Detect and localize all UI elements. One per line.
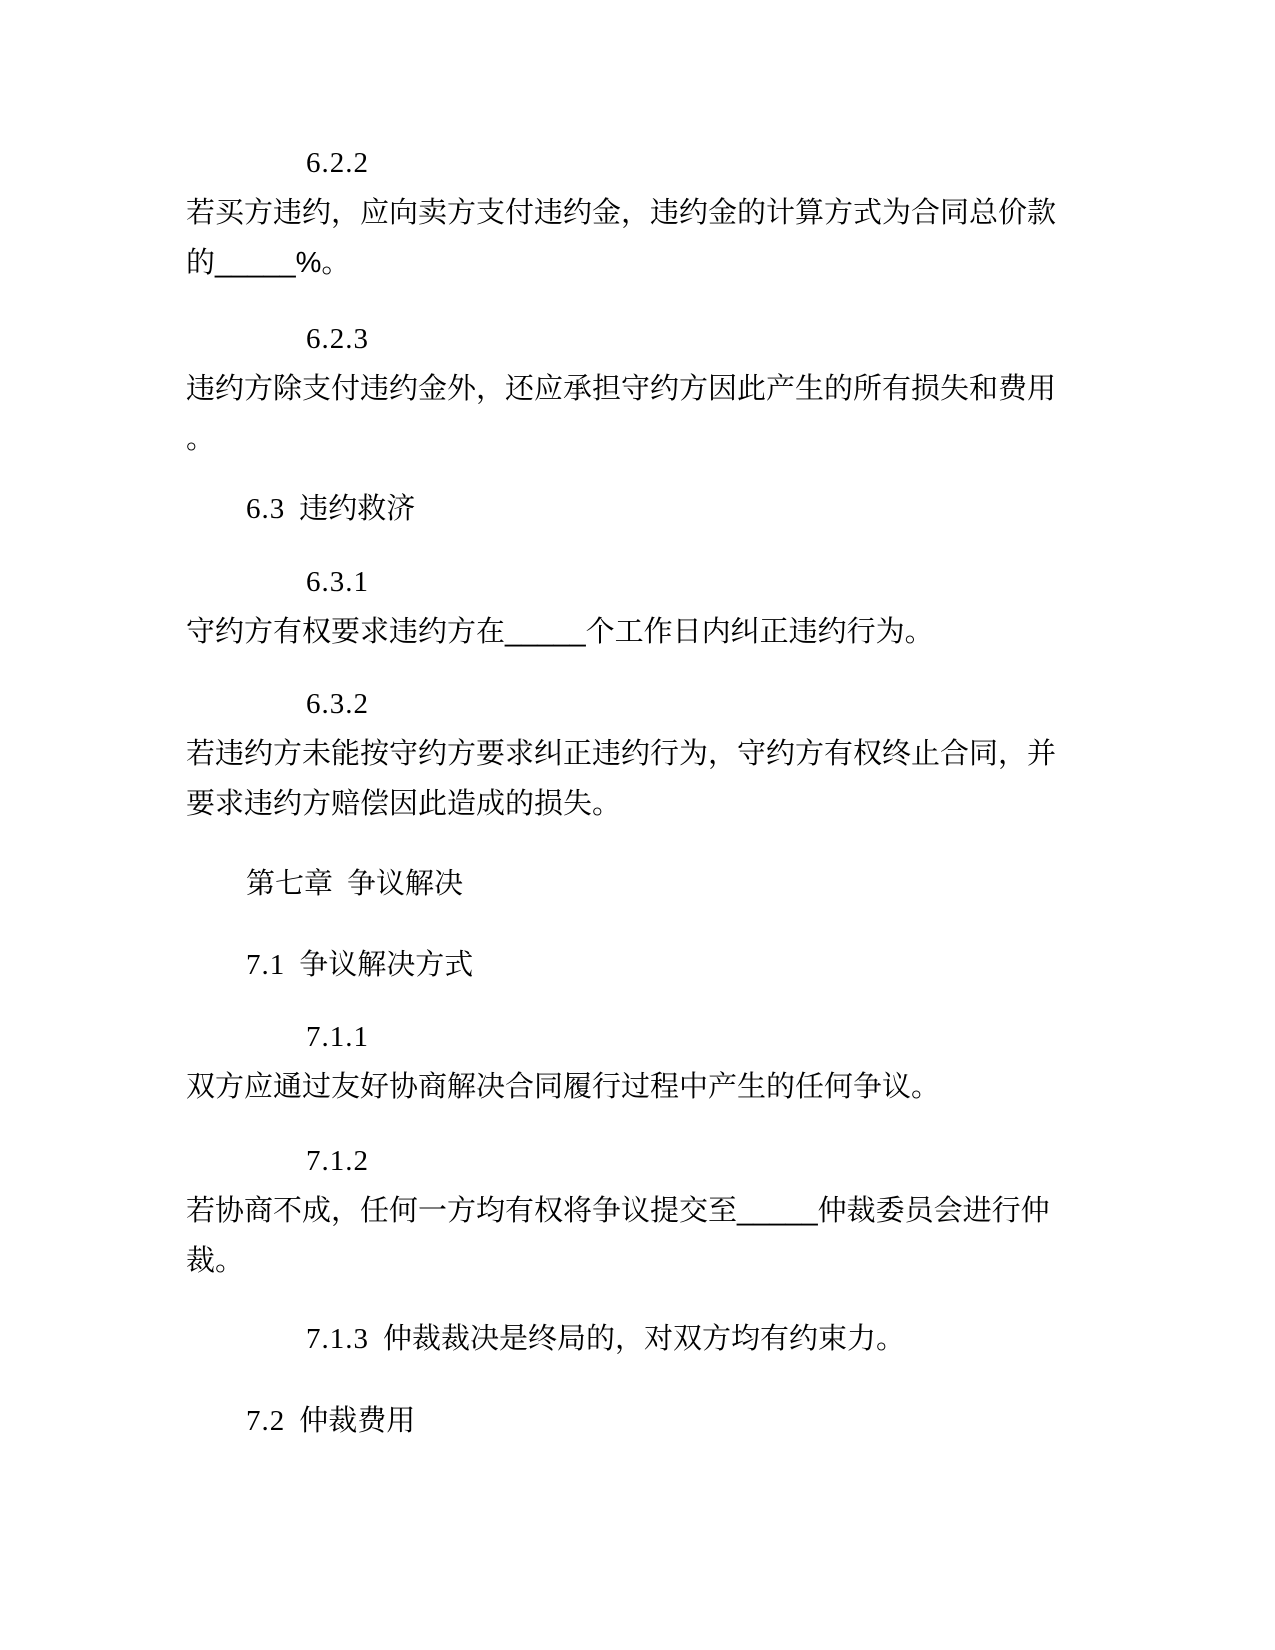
clause-text: 若协商不成，任何一方均有权将争议提交至_____仲裁委员会进行仲裁。 <box>186 1195 1050 1277</box>
document-body <box>186 138 1066 1446</box>
chapter-heading-7 <box>186 859 1066 909</box>
clause-text: 守约方有权要求违约方在_____个工作日内纠正违约行为。 <box>186 616 934 648</box>
section-number: 7.2 <box>246 1405 286 1437</box>
clause-6-3-2 <box>186 679 1066 829</box>
clause-text: 若违约方未能按守约方要求纠正违约行为，守约方有权终止合同，并要求违约方赔偿因此造成的损失。 <box>186 738 1057 820</box>
chapter-number: 第七章 <box>246 868 334 900</box>
section-number: 6.3 <box>246 493 286 525</box>
clause-number-line <box>186 557 1066 607</box>
clause-number-line <box>186 1136 1066 1186</box>
section-title: 违约救济 <box>299 493 416 525</box>
clause-number-line <box>186 1012 1066 1062</box>
section-heading-6-3 <box>186 484 1066 534</box>
clause-number: 6.2.3 <box>306 323 369 355</box>
clause-7-1-1 <box>186 1012 1066 1112</box>
section-heading-7-2 <box>186 1396 1066 1446</box>
clause-number-line <box>186 679 1066 729</box>
clause-number: 6.3.1 <box>306 566 369 598</box>
clause-7-1-2 <box>186 1136 1066 1286</box>
clause-text: 若买方违约，应向卖方支付违约金，违约金的计算方式为合同总价款的_____%。 <box>186 197 1057 279</box>
clause-number: 7.1.2 <box>306 1145 369 1177</box>
clause-6-2-3 <box>186 314 1066 464</box>
clause-7-1-3 <box>186 1314 1066 1364</box>
clause-number: 7.1.3 <box>306 1323 369 1355</box>
chapter-title: 争议解决 <box>347 868 464 900</box>
clause-number: 6.3.2 <box>306 688 369 720</box>
section-number: 7.1 <box>246 949 286 981</box>
clause-6-3-1 <box>186 557 1066 657</box>
clause-text: 双方应通过友好协商解决合同履行过程中产生的任何争议。 <box>186 1071 941 1103</box>
section-heading-7-1 <box>186 940 1066 990</box>
clause-number-line <box>186 138 1066 188</box>
section-title: 仲裁费用 <box>299 1405 416 1437</box>
clause-number: 6.2.2 <box>306 147 369 179</box>
clause-number-line <box>186 314 1066 364</box>
clause-number: 7.1.1 <box>306 1021 369 1053</box>
clause-text: 违约方除支付违约金外，还应承担守约方因此产生的所有损失和费用。 <box>186 373 1057 455</box>
clause-text: 仲裁裁决是终局的，对双方均有约束力。 <box>383 1323 906 1355</box>
section-title: 争议解决方式 <box>299 949 474 981</box>
clause-6-2-2 <box>186 138 1066 288</box>
